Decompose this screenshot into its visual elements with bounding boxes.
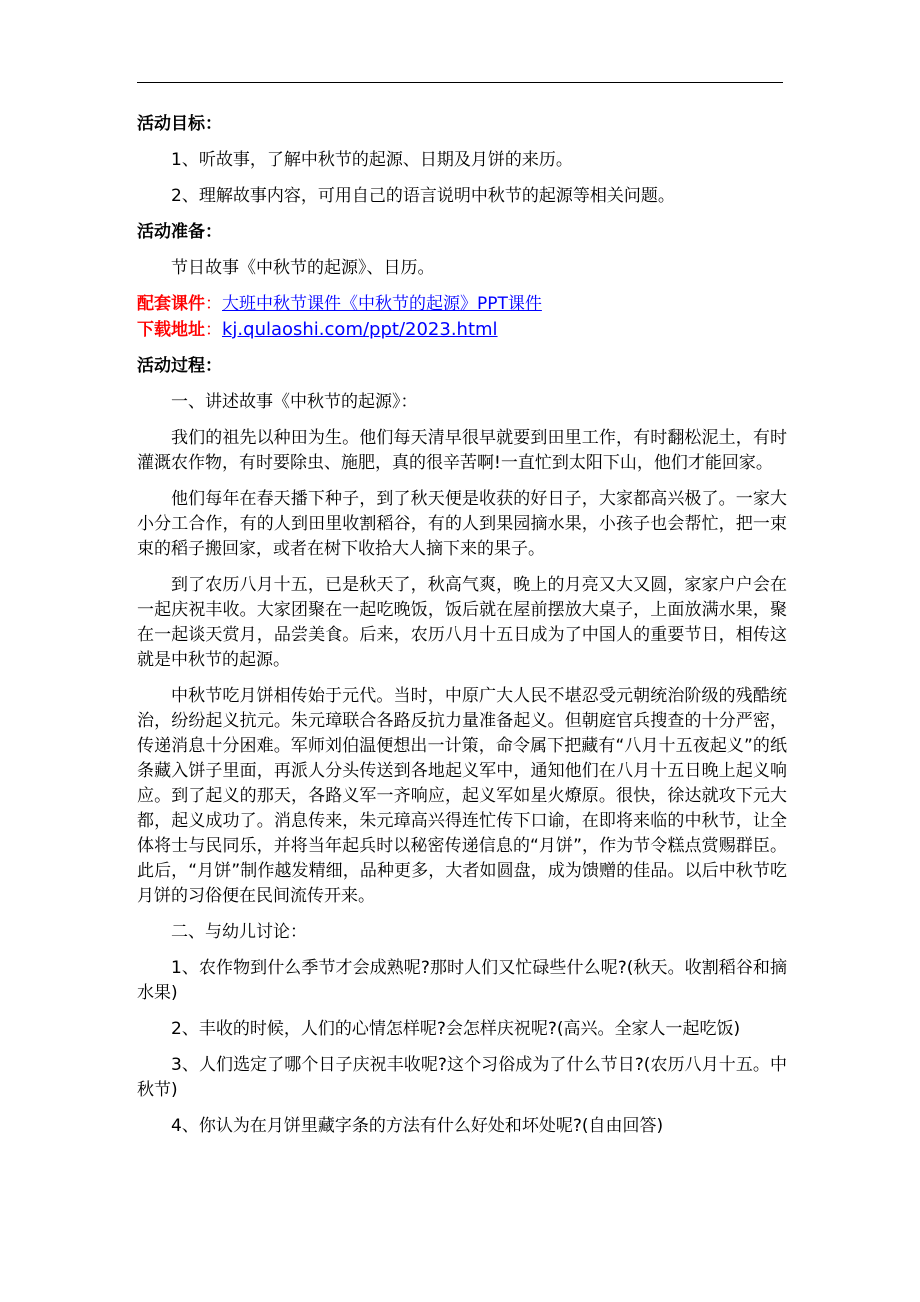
- preparation-text: 节日故事《中秋节的起源》、日历。: [171, 258, 435, 278]
- courseware-label: 配套课件: [137, 294, 205, 314]
- discussion-question: 3、人们选定了哪个日子庆祝丰收呢?这个习俗成为了什么节日?(农历八月十五。中秋节): [137, 1055, 787, 1100]
- header-rule: [137, 82, 783, 83]
- download-row: [137, 317, 787, 343]
- preparation-heading: 活动准备：: [137, 222, 222, 242]
- goal-item: 2、理解故事内容，可用自己的语言说明中秋节的起源等相关问题。: [171, 186, 675, 206]
- story-paragraph: 到了农历八月十五，已是秋天了，秋高气爽，晚上的月亮又大又圆，家家户户会在一起庆祝丰收。大家团聚在一起吃晚饭，饭后就在屋前摆放大桌子，上面放满水果，聚在一起谈天赏月，品尝美食。后来，农历八月十五日成为了中国人的重要节日，相传这就是中秋节的起源。: [137, 575, 787, 670]
- story-paragraph: 他们每年在春天播下种子，到了秋天便是收获的好日子，大家都高兴极了。一家大小分工合作，有的人到田里收割稻谷，有的人到果园摘水果，小孩子也会帮忙，把一束束的稻子搬回家，或者在树下收拾大人摘下来的果子。: [137, 489, 787, 559]
- discussion-question: 1、农作物到什么季节才会成熟呢?那时人们又忙碌些什么呢?(秋天。收割稻谷和摘水果): [137, 958, 787, 1003]
- step2-title: 二、与幼儿讨论：: [171, 922, 307, 942]
- download-colon: ：: [205, 320, 222, 340]
- download-link[interactable]: kj.qulaoshi.com/ppt/2023.html: [222, 319, 498, 340]
- step1-title: 一、讲述故事《中秋节的起源》：: [171, 392, 418, 412]
- courseware-links: [137, 292, 787, 343]
- goal-item: 1、听故事，了解中秋节的起源、日期及月饼的来历。: [171, 150, 573, 170]
- courseware-link[interactable]: 大班中秋节课件《中秋节的起源》PPT课件: [222, 294, 542, 314]
- discussion-question: 4、你认为在月饼里藏字条的方法有什么好处和坏处呢?(自由回答): [171, 1116, 664, 1136]
- download-label: 下载地址: [137, 320, 205, 340]
- process-heading: 活动过程：: [137, 356, 222, 376]
- goals-heading: 活动目标：: [137, 114, 222, 134]
- document-body: [137, 112, 787, 1150]
- story-paragraph: 中秋节吃月饼相传始于元代。当时，中原广大人民不堪忍受元朝统治阶级的残酷统治，纷纷起义抗元。朱元璋联合各路反抗力量准备起义。但朝庭官兵搜查的十分严密，传递消息十分困难。军师刘伯温便想出一计策，命令属下把藏有“八月十五夜起义”的纸条藏入饼子里面，再派人分头传送到各地起义军中，通知他们在八月十五日晚上起义响应。到了起义的那天，各路义军一齐响应，起义军如星火燎原。很快，徐达就攻下元大都，起义成功了。消息传来，朱元璋高兴得连忙传下口谕，在即将来临的中秋节，让全体将士与民同乐，并将当年起兵时以秘密传递信息的“月饼”，作为节令糕点赏赐群臣。此后，“月饼”制作越发精细，品种更多，大者如圆盘，成为馈赠的佳品。以后中秋节吃月饼的习俗便在民间流传开来。: [137, 686, 787, 906]
- story-paragraph: 我们的祖先以种田为生。他们每天清早很早就要到田里工作，有时翻松泥土，有时灌溉农作物，有时要除虫、施肥，真的很辛苦啊!一直忙到太阳下山，他们才能回家。: [137, 428, 787, 473]
- discussion-question: 2、丰收的时候，人们的心情怎样呢?会怎样庆祝呢?(高兴。全家人一起吃饭): [171, 1019, 741, 1039]
- courseware-row: [137, 292, 787, 317]
- courseware-colon: ：: [205, 294, 222, 314]
